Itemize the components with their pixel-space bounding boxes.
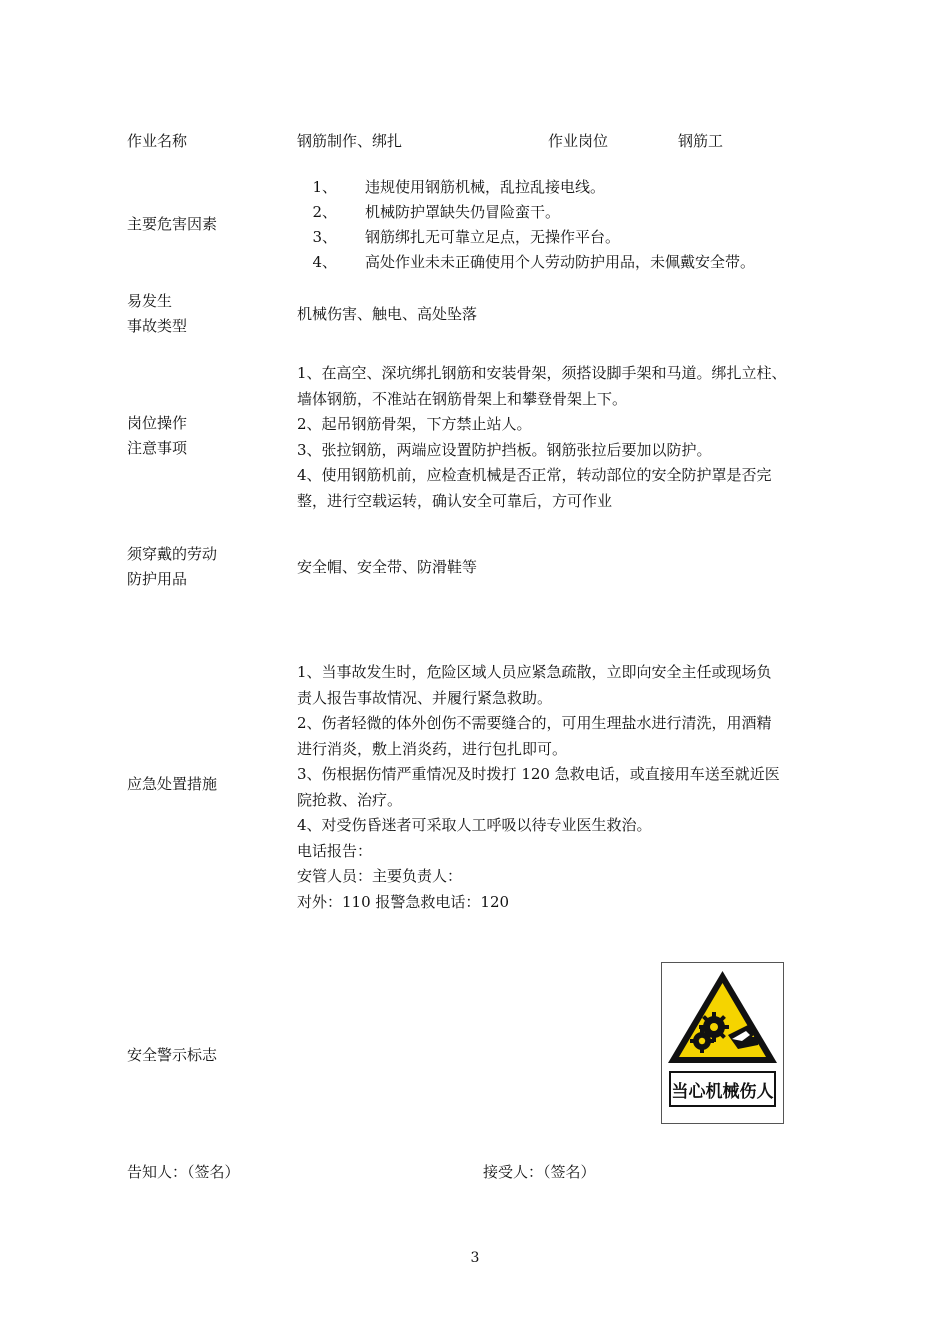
text-line: 1、在高空、深坑绑扎钢筋和安装骨架，须搭设脚手架和马道。绑扎立柱、 bbox=[297, 364, 787, 382]
warning-sign-label: 安全警示标志 bbox=[127, 1046, 218, 1064]
ppe-label-line1: 须穿戴的劳动 bbox=[127, 545, 218, 563]
text-line: 1、当事故发生时，危险区域人员应紧急疏散，立即向安全主任或现场负 bbox=[297, 663, 772, 681]
job-name-value: 钢筋制作、绑扎 bbox=[297, 132, 403, 150]
emergency-text bbox=[297, 660, 837, 915]
text-line: 3、伤根据伤情严重情况及时拨打 120 急救电话，或直接用车送至就近医 bbox=[297, 765, 780, 783]
hazard-text: 钢筋绑扎无可靠立足点，无操作平台。 bbox=[365, 228, 621, 246]
job-name-label: 作业名称 bbox=[127, 132, 188, 150]
text-line: 3、张拉钢筋，两端应设置防护挡板。钢筋张拉后要加以防护。 bbox=[297, 440, 712, 459]
warning-sign bbox=[661, 962, 784, 1124]
hazard-number: 3、 bbox=[312, 228, 337, 246]
hazard-text: 高处作业未未正确使用个人劳动防护用品，未佩戴安全带。 bbox=[365, 253, 756, 271]
text-line: 安管人员：主要负责人： bbox=[297, 867, 463, 885]
accident-types-value: 机械伤害、触电、高处坠落 bbox=[297, 305, 478, 323]
text-line: 2、伤者轻微的体外创伤不需要缝合的，可用生理盐水进行清洗，用酒精 bbox=[297, 714, 772, 732]
ppe-label-line2: 防护用品 bbox=[127, 570, 188, 588]
warning-sign-text: 当心机械伤人 bbox=[669, 1071, 776, 1107]
notifier-signature: 告知人：（签名） bbox=[127, 1163, 240, 1181]
text-line: 墙体钢筋，不准站在钢筋骨架上和攀登骨架上下。 bbox=[297, 389, 628, 408]
list-item bbox=[297, 225, 755, 250]
hazard-text: 违规使用钢筋机械，乱拉乱接电线。 bbox=[365, 178, 606, 196]
text-line: 责人报告事故情况、并履行紧急救助。 bbox=[297, 688, 553, 707]
operation-notes-text bbox=[297, 361, 837, 514]
job-post-value: 钢筋工 bbox=[678, 132, 724, 150]
list-item bbox=[297, 200, 755, 225]
ppe-label bbox=[127, 542, 217, 592]
text-line: 4、对受伤昏迷者可采取人工呼吸以待专业医生救治。 bbox=[297, 816, 652, 834]
ppe-value: 安全帽、安全带、防滑鞋等 bbox=[297, 558, 478, 576]
list-item bbox=[297, 175, 755, 200]
hazards-list bbox=[297, 175, 755, 275]
hazard-text: 机械防护罩缺失仍冒险蛮干。 bbox=[365, 203, 561, 221]
text-line: 对外：110 报警急救电话：120 bbox=[297, 892, 510, 911]
hazard-number: 4、 bbox=[312, 253, 337, 271]
accident-types-label-line1: 易发生 bbox=[127, 292, 173, 310]
text-line: 进行消炎，敷上消炎药，进行包扎即可。 bbox=[297, 739, 568, 758]
accident-types-label bbox=[127, 289, 187, 339]
job-post-label: 作业岗位 bbox=[548, 132, 609, 150]
text-line: 电话报告： bbox=[297, 841, 373, 860]
operation-notes-label-line1: 岗位操作 bbox=[127, 414, 188, 432]
operation-notes-label bbox=[127, 411, 187, 461]
caution-machinery-icon bbox=[662, 965, 783, 1069]
hazards-label: 主要危害因素 bbox=[127, 215, 218, 233]
list-item bbox=[297, 250, 755, 275]
receiver-signature: 接受人：（签名） bbox=[483, 1163, 596, 1181]
text-line: 院抢救、治疗。 bbox=[297, 790, 403, 809]
hazard-number: 2、 bbox=[312, 203, 337, 221]
operation-notes-label-line2: 注意事项 bbox=[127, 439, 188, 457]
text-line: 整，进行空载运转，确认安全可靠后，方可作业 bbox=[297, 491, 613, 510]
emergency-label: 应急处置措施 bbox=[127, 775, 218, 793]
accident-types-label-line2: 事故类型 bbox=[127, 317, 188, 335]
page-number: 3 bbox=[470, 1250, 480, 1266]
text-line: 4、使用钢筋机前，应检查机械是否正常，转动部位的安全防护罩是否完 bbox=[297, 466, 772, 484]
hazard-number: 1、 bbox=[312, 178, 337, 196]
text-line: 2、起吊钢筋骨架，下方禁止站人。 bbox=[297, 415, 532, 433]
